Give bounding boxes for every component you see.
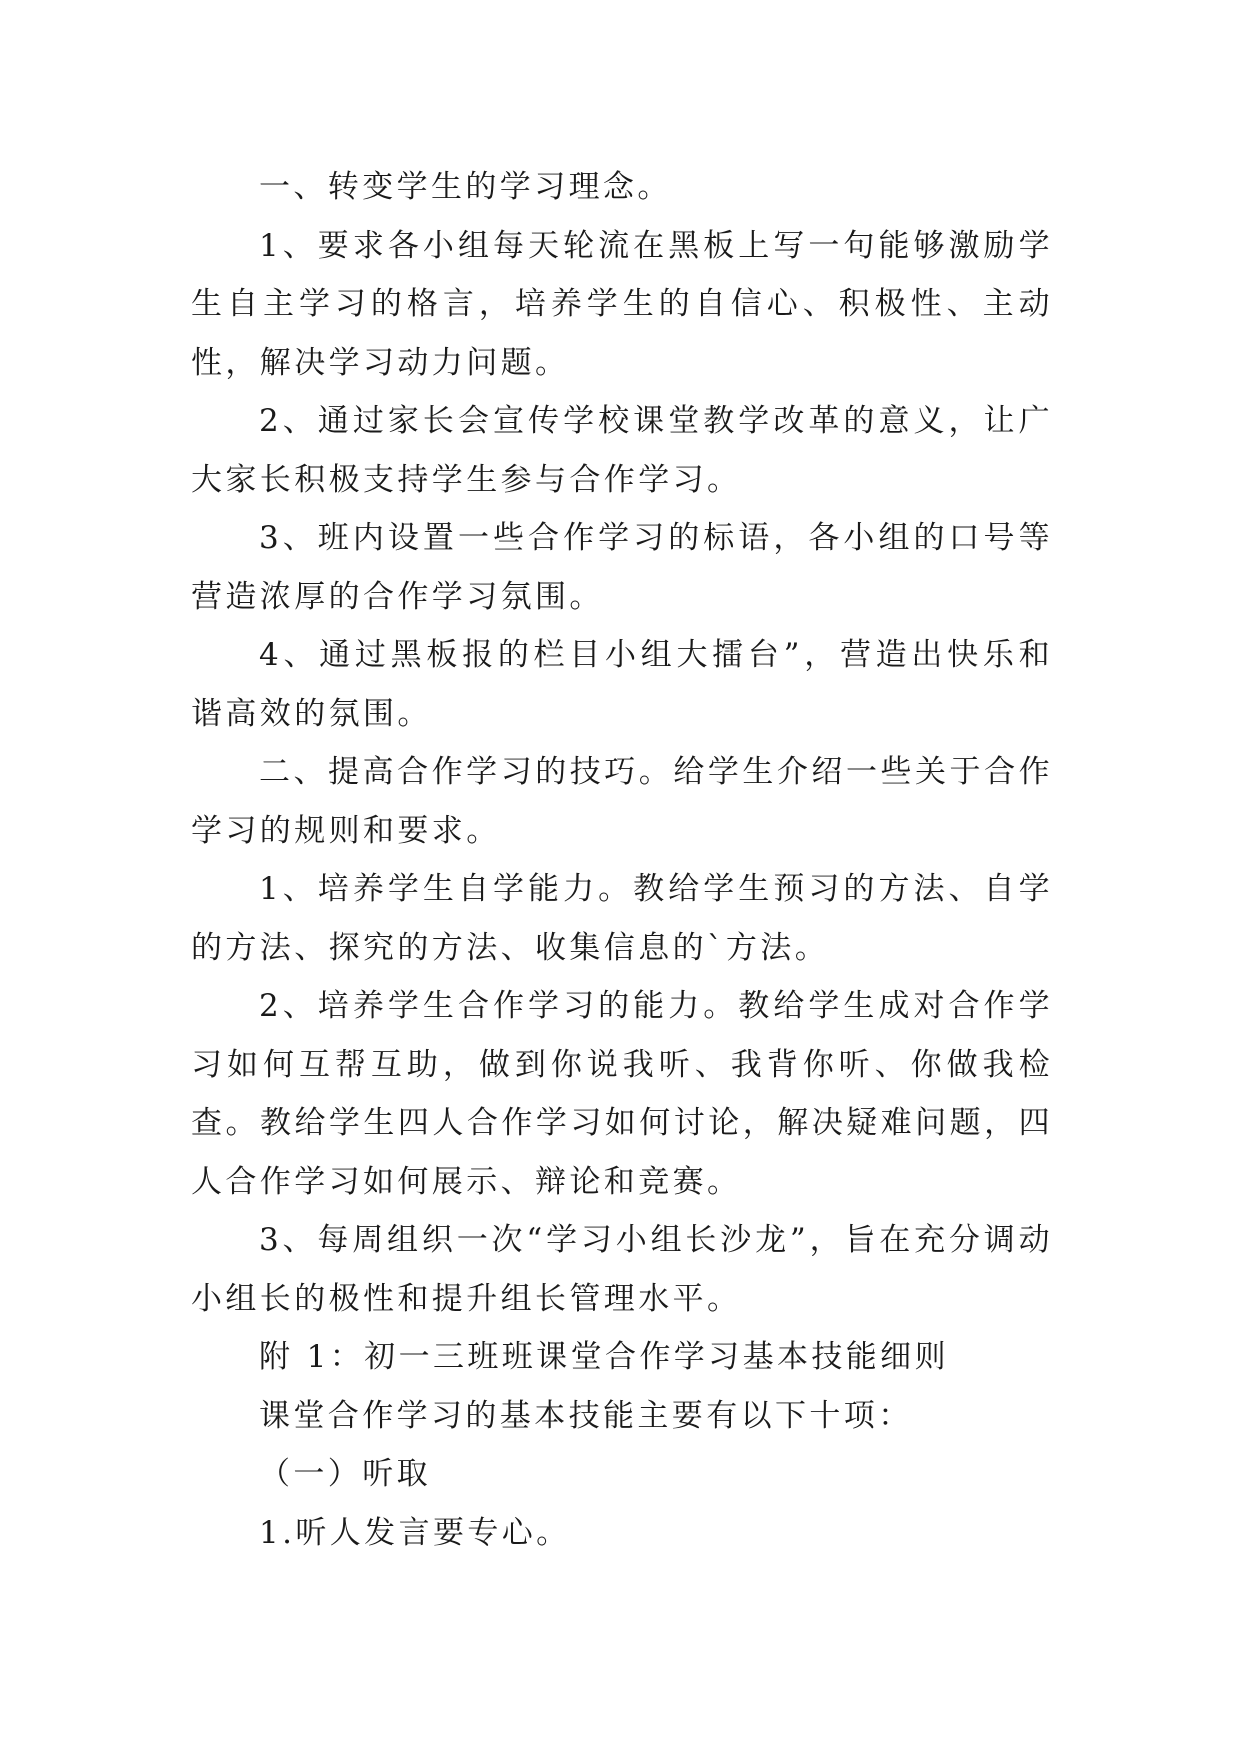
subsection-heading: （一）听取 [259, 1456, 431, 1492]
paragraph-2-3: 3、每周组织一次“学习小组长沙龙”，旨在充分调动小组长的极性和提升组长管理水平。 [191, 1222, 1053, 1317]
appendix-intro: 课堂合作学习的基本技能主要有以下十项： [259, 1397, 913, 1434]
paragraph-1-2: 2、通过家长会宣传学校课堂教学改革的意义，让广大家长积极支持学生参与合作学习。 [191, 403, 1053, 498]
section-heading-1: 一、转变学生的学习理念。 [259, 169, 672, 205]
paragraph-2-2: 2、培养学生合作学习的能力。教给学生成对合作学习如何互帮互助，做到你说我听、我背你听、你做我检查。教给学生四人合作学习如何讨论，解决疑难问题，四人合作学习如何展示、辩论和竞赛。 [191, 988, 1053, 1200]
paragraph-1-3: 3、班内设置一些合作学习的标语，各小组的口号等营造浓厚的合作学习氛围。 [191, 520, 1053, 615]
paragraph-1-4: 4、通过黑板报的栏目小组大擂台”，营造出快乐和谐高效的氛围。 [191, 637, 1053, 732]
section-heading-2: 二、提高合作学习的技巧。给学生介绍一些关于合作学习的规则和要求。 [191, 754, 1053, 849]
paragraph-1-1: 1、要求各小组每天轮流在黑板上写一句能够激励学生自主学习的格言，培养学生的自信心、积极性、主动性，解决学习动力问题。 [191, 227, 1053, 381]
paragraph-2-1: 1、培养学生自学能力。教给学生预习的方法、自学的方法、探究的方法、收集信息的`方法。 [191, 871, 1053, 966]
document-body [191, 158, 1053, 1562]
appendix-title: 附 1：初一三班班课堂合作学习基本技能细则 [259, 1339, 949, 1375]
list-item-1: 1.听人发言要专心。 [259, 1514, 571, 1551]
